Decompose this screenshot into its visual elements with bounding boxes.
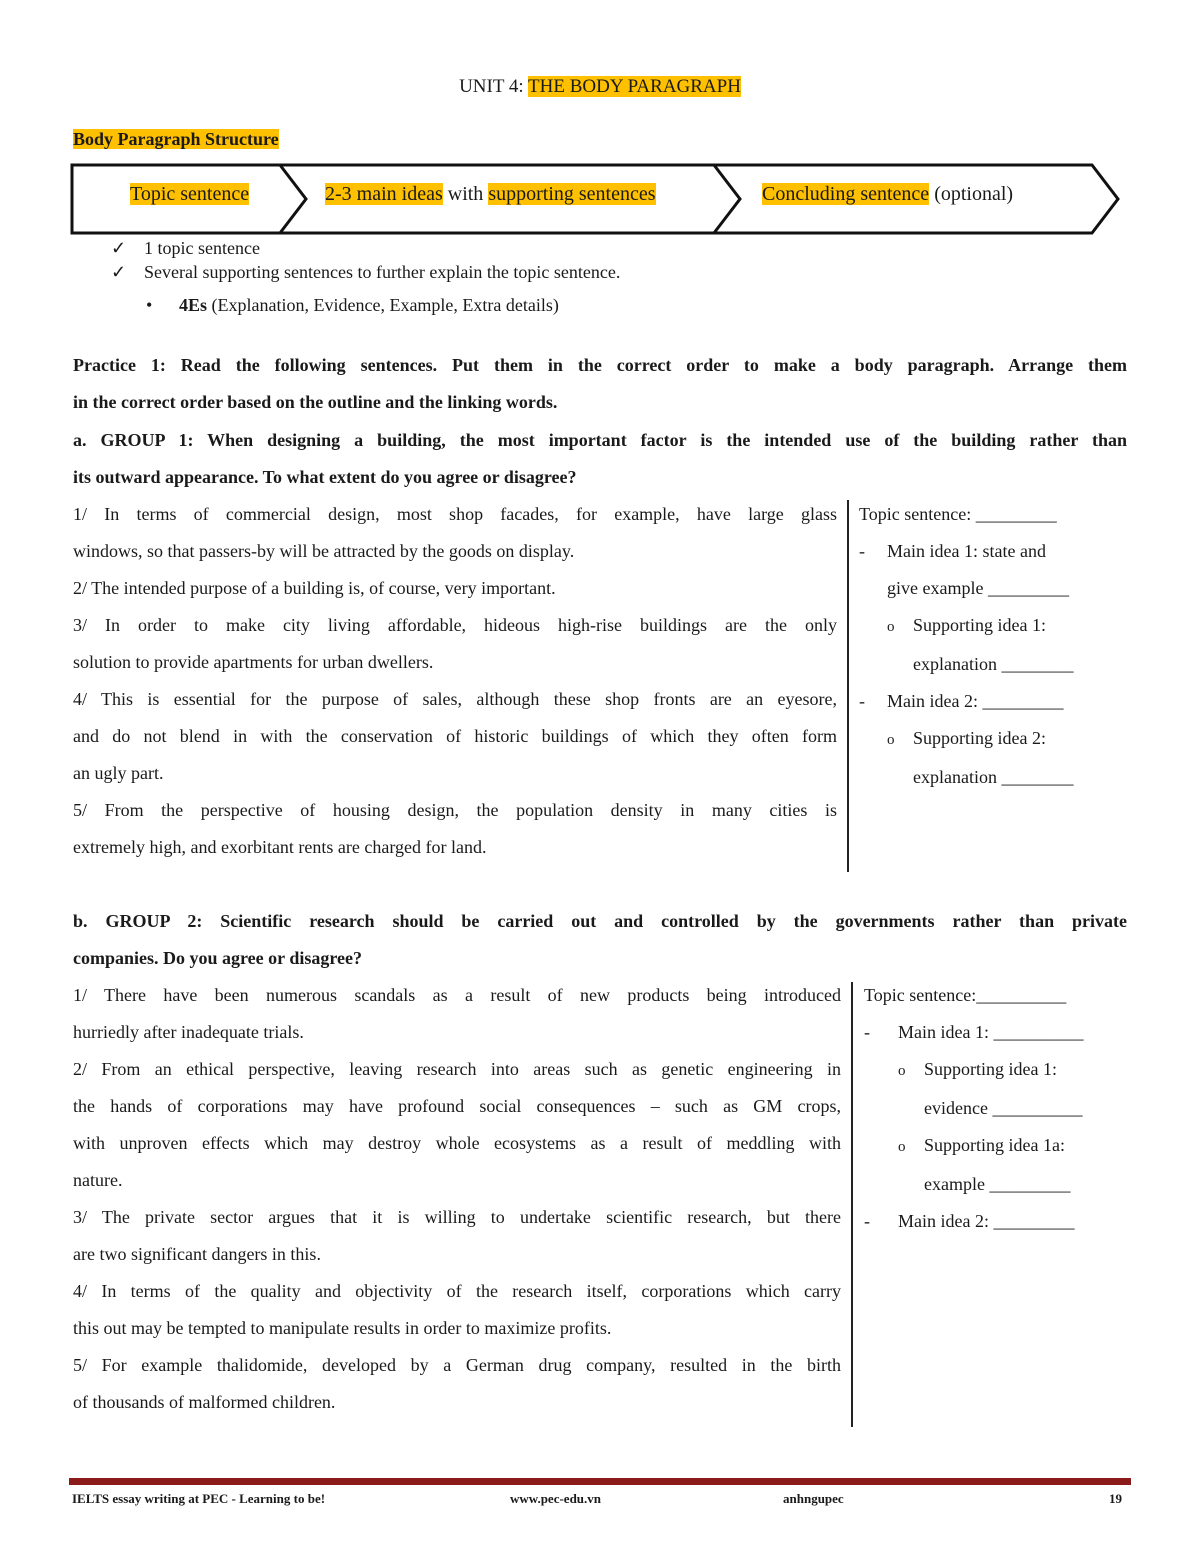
title-highlight: THE BODY PARAGRAPH: [528, 76, 741, 97]
sentence-line: 4/ This is essential for the purpose of sales, although these shop fronts are an eyesore,: [73, 689, 837, 709]
checklist-item-text: 1 topic sentence: [144, 238, 260, 258]
outline-supporting-idea: [864, 1051, 1083, 1090]
sentence-line: the hands of corporations may have profound social consequences – such as GM crops,: [73, 1096, 841, 1116]
sentence-line: extremely high, and exorbitant rents are charged for land.: [73, 837, 487, 857]
group-b-sentences: [73, 977, 841, 1421]
practice-line: Practice 1: Read the following sentences. Put them in the correct order to make a body paragraph. Arrange them: [73, 355, 1127, 375]
outline-main-idea: [864, 1203, 1083, 1240]
footer-website-link[interactable]: www.pec-edu.vn: [510, 1491, 602, 1506]
sentence-line: 3/ In order to make city living affordable, hideous high-rise buildings are the only: [73, 615, 837, 635]
structure-heading-text: Body Paragraph Structure: [73, 129, 279, 149]
outline-supporting-idea: [864, 1127, 1083, 1166]
sentence-line: solution to provide apartments for urban dwellers.: [73, 652, 434, 672]
flow-chevron-2: [714, 165, 740, 233]
outline-text: Supporting idea 2:: [913, 728, 1046, 748]
flow-step-optional: (optional): [929, 183, 1014, 205]
checklist-item: [111, 262, 621, 283]
circle-bullet-icon: o: [887, 732, 895, 748]
outline-text: evidence __________: [924, 1098, 1083, 1118]
sentence-line: with unproven effects which may destroy whole ecosystems as a result of meddling with: [73, 1133, 841, 1153]
outline-main-idea: [864, 1014, 1083, 1051]
column-divider: [847, 500, 849, 872]
sentence-line: 5/ From the perspective of housing design, the population density in many cities is: [73, 800, 837, 820]
outline-text: Supporting idea 1a:: [924, 1135, 1065, 1155]
question-line: companies. Do you agree or disagree?: [73, 948, 362, 968]
dash-marker: -: [859, 541, 865, 561]
dash-marker: -: [864, 1022, 870, 1042]
sentence-line: 4/ In terms of the quality and objectivity of the research itself, corporations which carry: [73, 1281, 841, 1301]
column-divider: [851, 982, 853, 1427]
bullet-icon: •: [146, 295, 153, 315]
page-number: 19: [1109, 1491, 1122, 1506]
outline-topic: Topic sentence: _________: [859, 504, 1057, 524]
sentence-line: 1/ There have been numerous scandals as a result of new products being introduced: [73, 985, 841, 1005]
sentence-line: this out may be tempted to manipulate results in order to maximize profits.: [73, 1318, 612, 1338]
dash-marker: -: [859, 691, 865, 711]
structure-heading: [73, 129, 279, 150]
circle-bullet-icon: o: [898, 1139, 906, 1155]
sub-bullet-item: [146, 295, 559, 316]
outline-supporting-idea: [859, 720, 1073, 759]
outline-main-idea: [859, 683, 1073, 720]
outline-text: example _________: [924, 1174, 1071, 1194]
outline-main-idea: [859, 533, 1073, 570]
outline-text: explanation ________: [913, 767, 1074, 787]
sentence-line: 2/ The intended purpose of a building is, of course, very important.: [73, 578, 556, 598]
flow-step-main-ideas-text: 2-3 main ideas: [325, 183, 443, 205]
check-icon: ✓: [111, 262, 127, 282]
practice-instructions: [73, 347, 1127, 421]
flow-step-topic-text: Topic sentence: [130, 183, 250, 205]
outline-topic: Topic sentence:__________: [864, 985, 1067, 1005]
outline-text: Main idea 2: _________: [898, 1211, 1075, 1231]
flow-step-supporting: supporting sentences: [488, 183, 656, 205]
page-title: [0, 76, 1200, 98]
outline-text: give example _________: [887, 578, 1069, 598]
group-a-question: [73, 422, 1127, 496]
sentence-line: of thousands of malformed children.: [73, 1392, 336, 1412]
flow-step-topic: [130, 183, 249, 206]
group-a-sentences: [73, 496, 837, 866]
sentence-line: hurriedly after inadequate trials.: [73, 1022, 304, 1042]
sentence-line: 3/ The private sector argues that it is willing to undertake scientific research, but there: [73, 1207, 841, 1227]
question-line: a. GROUP 1: When designing a building, the most important factor is the intended use of the building rather than: [73, 430, 1127, 450]
flow-step-main-ideas: [325, 183, 656, 206]
sentence-line: 2/ From an ethical perspective, leaving research into areas such as genetic engineering in: [73, 1059, 841, 1079]
flow-step-with: with: [442, 183, 489, 205]
sub-bullet-text: (Explanation, Evidence, Example, Extra details): [207, 295, 559, 315]
footer-course-title: IELTS essay writing at PEC - Learning to be!: [72, 1491, 326, 1506]
checklist-item: [111, 238, 260, 259]
flow-step-concluding-text: Concluding sentence: [762, 183, 930, 205]
group-a-outline: [859, 496, 1073, 796]
outline-supporting-idea: [859, 607, 1073, 646]
question-line: its outward appearance. To what extent do you agree or disagree?: [73, 467, 577, 487]
footer-divider: [69, 1478, 1131, 1485]
outline-text: Main idea 2: _________: [887, 691, 1064, 711]
sentence-line: and do not blend in with the conservation of historic buildings of which they often form: [73, 726, 837, 746]
sentence-line: are two significant dangers in this.: [73, 1244, 321, 1264]
dash-marker: -: [864, 1211, 870, 1231]
circle-bullet-icon: o: [898, 1063, 906, 1079]
practice-line: in the correct order based on the outline and the linking words.: [73, 392, 558, 412]
outline-text: explanation ________: [913, 654, 1074, 674]
outline-text: Supporting idea 1:: [913, 615, 1046, 635]
title-prefix: UNIT 4:: [459, 76, 529, 97]
group-b-question: [73, 903, 1127, 977]
sentence-line: an ugly part.: [73, 763, 164, 783]
flow-step-concluding: [762, 183, 1013, 206]
question-line: b. GROUP 2: Scientific research should be carried out and controlled by the governments rather than private: [73, 911, 1127, 931]
sentence-line: 1/ In terms of commercial design, most shop facades, for example, have large glass: [73, 504, 837, 524]
footer-brand: anhngupec: [783, 1491, 844, 1506]
sentence-line: 5/ For example thalidomide, developed by a German drug company, resulted in the birth: [73, 1355, 841, 1375]
outline-text: Supporting idea 1:: [924, 1059, 1057, 1079]
outline-text: Main idea 1: state and: [887, 541, 1046, 561]
outline-text: Main idea 1: __________: [898, 1022, 1084, 1042]
checklist-item-text: Several supporting sentences to further explain the topic sentence.: [144, 262, 621, 282]
check-icon: ✓: [111, 238, 127, 258]
sentence-line: windows, so that passers-by will be attracted by the goods on display.: [73, 541, 575, 561]
sentence-line: nature.: [73, 1170, 123, 1190]
flow-chevron-1: [280, 165, 306, 233]
sub-bullet-bold: 4Es: [179, 295, 208, 315]
circle-bullet-icon: o: [887, 619, 895, 635]
group-b-outline: [864, 977, 1083, 1240]
